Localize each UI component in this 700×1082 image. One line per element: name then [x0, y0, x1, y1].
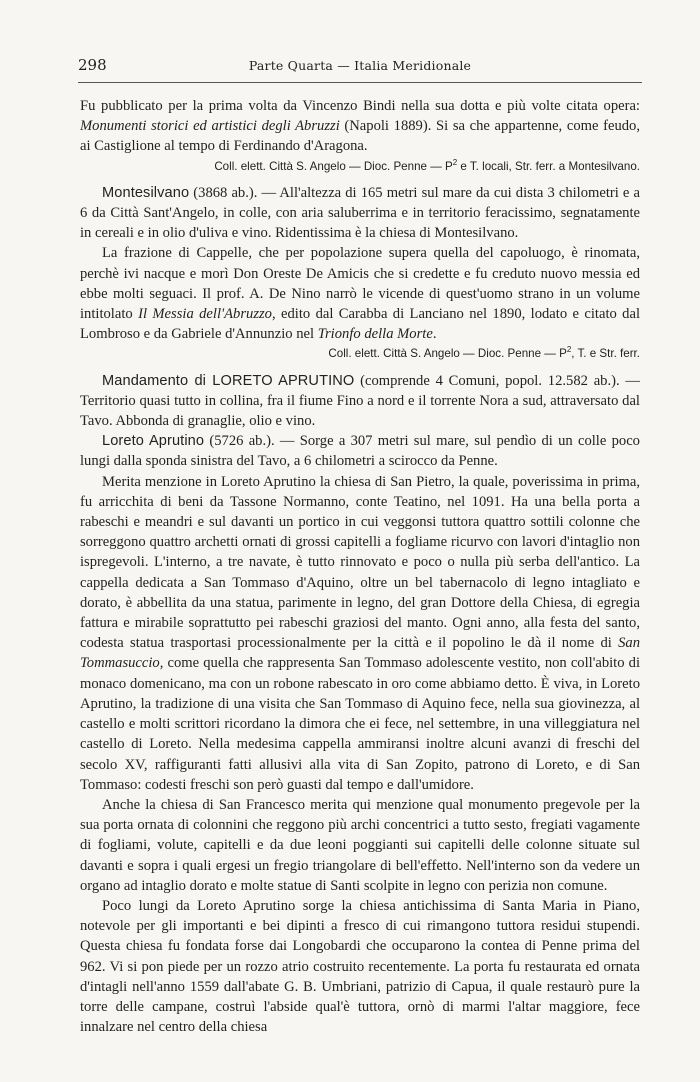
- paragraph-cappelle: La frazione di Cappelle, che per popolazione supera quella del capoluogo, è rinomata, perchè ivi nacque e morì Don Oreste De Amicis che si credette e fu creduto nuovo messia ed ebbe molti seguaci. Il prof. A. De Nino narrò le vicende di quest'uomo strano in un volume intitolato Il Messia dell'Abruzzo, edito dal Carabba di Lanciano nel 1890, lodato e citato dal Lombroso e da Gabriele d'Annunzio nel Trionfo della Morte.: [80, 245, 641, 343]
- italic-title: San Tommasuccio: [80, 635, 640, 672]
- italic-title: Il Messia dell'Abruzzo: [138, 306, 272, 323]
- reference-line: Coll. elett. Città S. Angelo — Dioc. Penne — $P^2$, T. e Str. ferr.: [328, 345, 640, 361]
- paragraph-loreto: Loreto Aprutino (5726 ab.). — Sorge a 307 metri sul mare, sul pendìo di un colle poco lungi dalla sponda sinistra del Tavo, a 6 chilometri a scirocco da Penne.: [80, 433, 640, 470]
- paragraph-bindi: Fu pubblicato per la prima volta da Vincenzo Bindi nella sua dotta e più volte citata opera: Monumenti storici ed artistici degli Abruzzi (Napoli 1889). Si sa che appartenne, come feudo, ai Castiglione al tempo di Ferdinando d'Aragona.: [80, 98, 640, 155]
- page-header: [78, 56, 642, 83]
- running-title: Parte Quarta — Italia Meridionale: [248, 58, 472, 73]
- reference-line: Coll. elett. Città S. Angelo — Dioc. Penne — $P^2$ e T. locali, Str. ferr. a Montesilvano.: [214, 157, 640, 173]
- paragraph-san-francesco: Anche la chiesa di San Francesco merita qui menzione qual monumento pregevole per la sua porta ornata di colonnini che reggono più archi concentrici a tutto sesto, fregiati vagamente di fogliami, volute, capitelli e da due leoni poggianti sui capitelli delle colonne situate sul davanti e sopra i quali ergesi un fregio triangolare di bell'effetto. Nell'interno son da vedere un organo ad intaglio dorato e molte statue di Santi scolpite in legno con perizia non comune.: [80, 796, 640, 894]
- entry-heading: Mandamento di LORETO APRUTINO: [102, 372, 355, 389]
- page-number: 298: [78, 56, 107, 74]
- paragraph-mandamento: Mandamento di LORETO APRUTINO (comprende 4 Comuni, popol. 12.582 ab.). — Territorio quasi tutto in collina, fra il fiume Fino a nord e il torrente Nora a sud, attraversato dal Tavo. Abbonda di granaglie, olio e vino.: [80, 372, 640, 430]
- italic-title: Monumenti storici ed artistici degli Abruzzi: [80, 118, 340, 135]
- italic-title: Trionfo della Morte: [317, 326, 433, 343]
- entry-heading: Montesilvano: [102, 184, 190, 201]
- entry-heading: Loreto Aprutino: [102, 433, 205, 450]
- page-body: [80, 96, 640, 1037]
- paragraph-san-pietro: Merita menzione in Loreto Aprutino la chiesa di San Pietro, la quale, poverissima in prima, fu arricchita di beni da Tassone Normanno, conte Teatino, nel 1091. Ha una bella porta a rabeschi e meandri e sul davanti un portico in cui veggonsi tuttora quattro sottili colonne che sorreggono quattro archetti ornati di grossi capitelli a fogliame ricurvo con lavori d'intaglio non ispregevoli. L'interno, a tre navate, è tutto rinnovato e poco o nulla più serba dell'antico. La cappella dedicata a San Tommaso d'Aquino, oltre un bel tabernacolo di legno intagliato e dorato, è abbellita da una statua, parimente in legno, del gran Dottore della Chiesa, di egregia fattura e mirabile soprattutto pei rabeschi graziosi del manto. Ogni anno, alla festa del santo, codesta statua trasportasi processionalmente per la città e il popolino le dà il nome di San Tommasuccio, come quella che rappresenta San Tommaso adolescente vestito, non coll'abito di monaco domenicano, ma con un robone rabescato in oro come abbiamo detto. È viva, in Loreto Aprutino, la tradizione di una visita che San Tommaso di Aquino fece, nella sua giovinezza, al castello e molti scrittori ricordano la dimora che ei fece, nel settembre, in una villeggiatura nel castello di Loreto. Nella medesima cappella ammiransi inoltre alcuni avanzi di freschi del secolo XV, raffiguranti fatti allusivi alla vita di San Zopito, patrono di Loreto, e di San Tommaso: codesti freschi son però guasti dal tempo e dall'umidore.: [80, 473, 640, 793]
- paragraph-santa-maria: Poco lungi da Loreto Aprutino sorge la chiesa antichissima di Santa Maria in Piano, notevole per gli importanti e bei dipinti a fresco di cui rimangono tuttora residui stupendi. Questa chiesa fu fondata forse dai Longobardi che occuparono la contea di Penne prima del 962. Vi si pon piede per un rozzo atrio costruito recentemente. La porta fu restaurata ed ornata d'intagli nell'anno 1559 dall'abate G. B. Umbriani, patrizio di Capua, il quale restaurò pure la torre delle campane, costruì l'abside qual'è tuttora, ornò di marmi l'altar maggiore, fece innalzare nel centro della chiesa: [80, 897, 640, 1036]
- paragraph-montesilvano: Montesilvano (3868 ab.). — All'altezza di 165 metri sul mare da cui dista 3 chilometri e a 6 da Città Sant'Angelo, in colle, con aria saluberrima e in territorio feracissimo, segnatamente in cereali e in olio d'uliva e vino. Ridentissima è la chiesa di Montesilvano.: [80, 184, 640, 242]
